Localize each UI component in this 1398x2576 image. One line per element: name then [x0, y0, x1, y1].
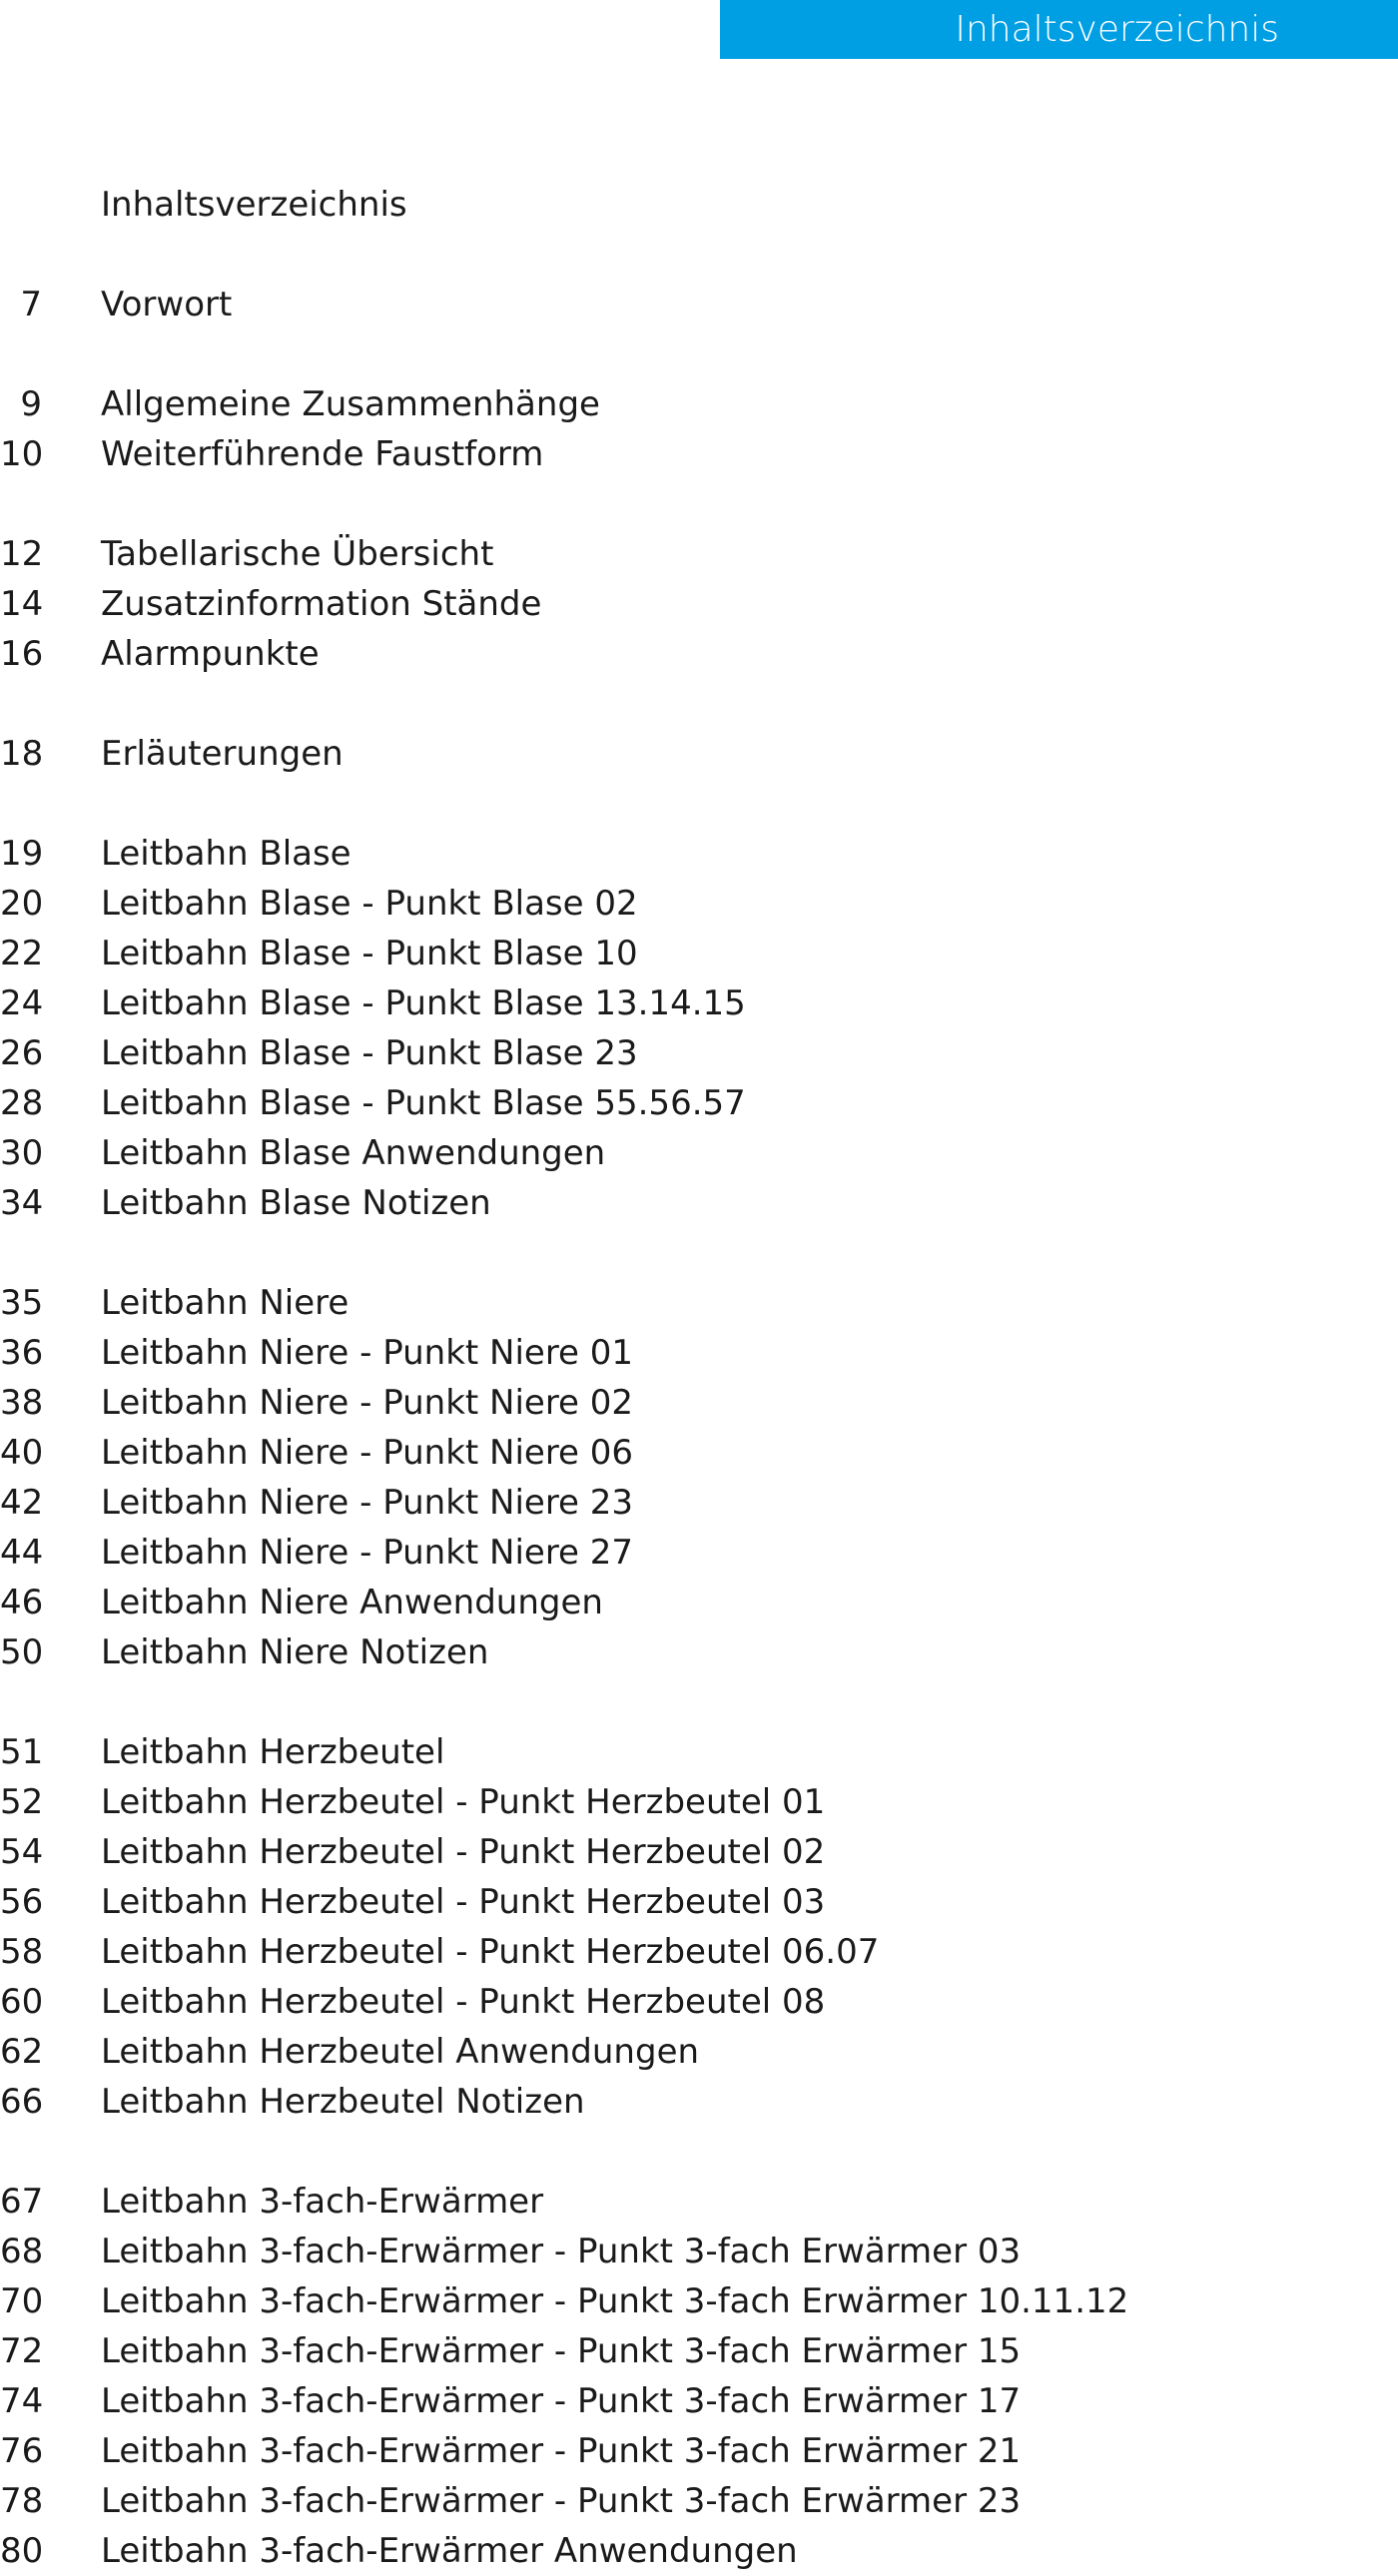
toc-entry-title: Leitbahn Herzbeutel Anwendungen	[101, 2032, 700, 2072]
toc-entry-title: Leitbahn Blase - Punkt Blase 13.14.15	[101, 983, 746, 1023]
toc-page-number: 24	[0, 983, 44, 1023]
toc-page-number: 52	[0, 1782, 44, 1822]
toc-entry-title: Leitbahn Blase	[101, 834, 351, 874]
toc-page-number: 19	[0, 834, 44, 874]
toc-page-number: 70	[0, 2281, 44, 2321]
toc-page-number: 80	[0, 2531, 44, 2571]
toc-page-number: 67	[0, 2182, 44, 2222]
toc-entry[interactable]	[0, 978, 1398, 1028]
toc-entry-title: Leitbahn 3-fach-Erwärmer - Punkt 3-fach Erwärmer 03	[101, 2232, 1022, 2271]
toc-page-number: 12	[0, 534, 44, 574]
toc-entry[interactable]	[0, 579, 1398, 629]
toc-page-number: 38	[0, 1383, 44, 1423]
toc-entry-title: Leitbahn Blase - Punkt Blase 10	[101, 934, 638, 973]
toc-page-number: 44	[0, 1533, 44, 1573]
header-title: Inhaltsverzeichnis	[955, 9, 1279, 50]
toc-page-number: 34	[0, 1183, 44, 1223]
toc-entry[interactable]	[0, 1078, 1398, 1128]
toc-page-number: 56	[0, 1882, 44, 1922]
toc-entry[interactable]	[0, 1278, 1398, 1328]
toc-page-number: 50	[0, 1632, 44, 1672]
toc-entry-title: Leitbahn Herzbeutel - Punkt Herzbeutel 03	[101, 1882, 826, 1922]
toc-heading: Inhaltsverzeichnis	[101, 185, 407, 225]
toc-page-number: 46	[0, 1583, 44, 1622]
toc-group	[0, 829, 1398, 1228]
toc-entry[interactable]	[0, 929, 1398, 978]
toc-entry[interactable]	[0, 629, 1398, 679]
toc-entry[interactable]	[0, 1378, 1398, 1428]
toc-page-number: 66	[0, 2082, 44, 2122]
toc-entry-title: Leitbahn Herzbeutel - Punkt Herzbeutel 02	[101, 1832, 826, 1872]
toc-entry-title: Leitbahn Herzbeutel - Punkt Herzbeutel 01	[101, 1782, 826, 1822]
toc-entry-title: Vorwort	[101, 285, 233, 324]
toc-page-number: 76	[0, 2431, 44, 2471]
toc-entry[interactable]	[0, 379, 1398, 429]
toc-entry-title: Leitbahn 3-fach-Erwärmer - Punkt 3-fach Erwärmer 17	[101, 2381, 1022, 2421]
toc-entry-title: Leitbahn Niere - Punkt Niere 27	[101, 1533, 634, 1573]
toc-entry-title: Leitbahn 3-fach-Erwärmer	[101, 2182, 544, 2222]
toc-entry[interactable]	[0, 1328, 1398, 1378]
toc-page-number: 16	[0, 634, 44, 674]
toc-page-number: 42	[0, 1483, 44, 1523]
toc-entry[interactable]	[0, 2027, 1398, 2077]
toc-entry-title: Leitbahn Niere - Punkt Niere 02	[101, 1383, 634, 1423]
toc-entry[interactable]	[0, 1528, 1398, 1578]
toc-entry[interactable]	[0, 2426, 1398, 2476]
toc-entry-title: Weiterführende Faustform	[101, 434, 544, 474]
toc-entry-title: Leitbahn Niere - Punkt Niere 06	[101, 1433, 634, 1473]
toc-page-number: 30	[0, 1133, 44, 1173]
toc-entry-title: Leitbahn Niere Notizen	[101, 1632, 489, 1672]
toc-page-number: 54	[0, 1832, 44, 1872]
toc-page-number: 58	[0, 1932, 44, 1972]
toc-page-number: 74	[0, 2381, 44, 2421]
toc-entry[interactable]	[0, 1877, 1398, 1927]
toc-entry[interactable]	[0, 2077, 1398, 2127]
toc-group	[0, 529, 1398, 679]
toc-entry-title: Leitbahn Blase - Punkt Blase 23	[101, 1033, 638, 1073]
toc-entry-title: Leitbahn 3-fach-Erwärmer Anwendungen	[101, 2531, 798, 2571]
toc-entry[interactable]	[0, 2326, 1398, 2376]
table-of-contents	[0, 180, 1398, 2576]
toc-entry[interactable]	[0, 429, 1398, 479]
toc-entry[interactable]	[0, 1727, 1398, 1777]
toc-page-number: 9	[20, 384, 42, 424]
toc-page-number: 78	[0, 2481, 44, 2521]
toc-page-number: 26	[0, 1033, 44, 1073]
toc-entry-title: Leitbahn Niere Anwendungen	[101, 1583, 603, 1622]
toc-entry-title: Allgemeine Zusammenhänge	[101, 384, 600, 424]
toc-entry[interactable]	[0, 1028, 1398, 1078]
toc-entry-title: Erläuterungen	[101, 734, 344, 774]
toc-entry-title: Leitbahn 3-fach-Erwärmer - Punkt 3-fach Erwärmer 21	[101, 2431, 1022, 2471]
toc-entry[interactable]	[0, 1128, 1398, 1178]
toc-page-number: 28	[0, 1083, 44, 1123]
toc-entry[interactable]	[0, 1178, 1398, 1228]
toc-entry-title: Leitbahn Blase - Punkt Blase 02	[101, 884, 638, 924]
toc-page-number: 7	[20, 285, 42, 324]
toc-page-number: 68	[0, 2232, 44, 2271]
toc-page-number: 10	[0, 434, 44, 474]
toc-entry-title: Alarmpunkte	[101, 634, 320, 674]
toc-entry[interactable]	[0, 529, 1398, 579]
toc-entry-title: Leitbahn Blase Anwendungen	[101, 1133, 606, 1173]
toc-group	[0, 1278, 1398, 1677]
toc-entry[interactable]	[0, 1927, 1398, 1977]
toc-page-number: 60	[0, 1982, 44, 2022]
toc-page-number: 40	[0, 1433, 44, 1473]
toc-entry[interactable]	[0, 2476, 1398, 2526]
toc-entry-title: Leitbahn Niere - Punkt Niere 01	[101, 1333, 634, 1373]
toc-entry[interactable]	[0, 1578, 1398, 1627]
toc-entry[interactable]	[0, 1428, 1398, 1478]
toc-entry[interactable]	[0, 280, 1398, 329]
toc-entry-title: Leitbahn Blase - Punkt Blase 55.56.57	[101, 1083, 746, 1123]
toc-group	[0, 1727, 1398, 2127]
toc-entry[interactable]	[0, 2227, 1398, 2276]
toc-entry-title: Zusatzinformation Stände	[101, 584, 542, 624]
toc-groups	[0, 280, 1398, 2576]
toc-group	[0, 2177, 1398, 2576]
toc-entry-title: Leitbahn 3-fach-Erwärmer - Punkt 3-fach Erwärmer 15	[101, 2331, 1022, 2371]
toc-entry[interactable]	[0, 1627, 1398, 1677]
toc-entry[interactable]	[0, 2276, 1398, 2326]
toc-entry-title: Leitbahn Herzbeutel - Punkt Herzbeutel 06.07	[101, 1932, 880, 1972]
toc-group	[0, 379, 1398, 479]
toc-entry[interactable]	[0, 729, 1398, 779]
toc-page-number: 62	[0, 2032, 44, 2072]
toc-group	[0, 280, 1398, 329]
toc-page-number: 51	[0, 1732, 44, 1772]
toc-entry[interactable]	[0, 1777, 1398, 1827]
toc-page-number: 36	[0, 1333, 44, 1373]
toc-page-number: 20	[0, 884, 44, 924]
toc-page-number: 72	[0, 2331, 44, 2371]
toc-entry[interactable]	[0, 879, 1398, 929]
toc-entry-title: Leitbahn Herzbeutel	[101, 1732, 445, 1772]
toc-entry-title: Leitbahn Herzbeutel - Punkt Herzbeutel 08	[101, 1982, 826, 2022]
toc-entry-title: Leitbahn Niere - Punkt Niere 23	[101, 1483, 634, 1523]
toc-entry[interactable]	[0, 829, 1398, 879]
toc-entry[interactable]	[0, 2376, 1398, 2426]
toc-entry[interactable]	[0, 1478, 1398, 1528]
toc-entry-title: Leitbahn Niere	[101, 1283, 350, 1323]
toc-entry-title: Leitbahn Herzbeutel Notizen	[101, 2082, 585, 2122]
toc-page-number: 18	[0, 734, 44, 774]
toc-page-number: 22	[0, 934, 44, 973]
toc-entry[interactable]	[0, 2177, 1398, 2227]
toc-entry-title: Leitbahn 3-fach-Erwärmer - Punkt 3-fach Erwärmer 23	[101, 2481, 1022, 2521]
toc-entry-title: Leitbahn 3-fach-Erwärmer - Punkt 3-fach Erwärmer 10.11.12	[101, 2281, 1129, 2321]
toc-entry[interactable]	[0, 1827, 1398, 1877]
header-bar	[720, 0, 1398, 59]
toc-page-number: 14	[0, 584, 44, 624]
toc-page-number: 35	[0, 1283, 44, 1323]
toc-entry[interactable]	[0, 1977, 1398, 2027]
toc-entry[interactable]	[0, 2526, 1398, 2576]
toc-group	[0, 729, 1398, 779]
toc-entry-title: Tabellarische Übersicht	[101, 534, 494, 574]
toc-entry-title: Leitbahn Blase Notizen	[101, 1183, 491, 1223]
